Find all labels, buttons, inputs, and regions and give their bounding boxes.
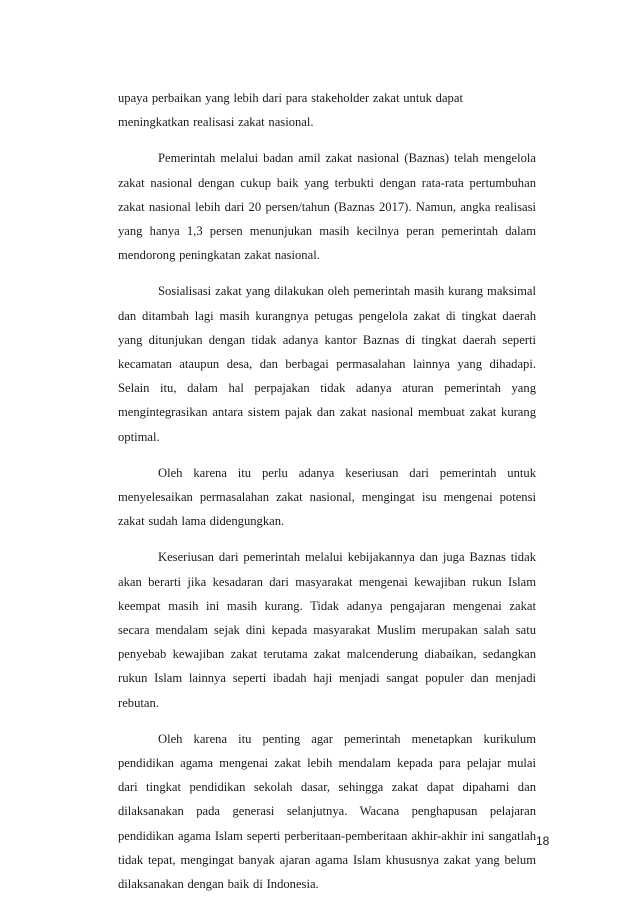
- body-text: [118, 86, 536, 908]
- paragraph-curriculum: Oleh karena itu penting agar pemerintah menetapkan kurikulum pendidikan agama mengenai zakat lebih mendalam kepada para pelajar mulai dari tingkat pendidikan sekolah dasar, sehingga zakat dapat dipahami dan dilaksanakan pada generasi selanjutnya. Wacana penghapusan pelajaran pendidikan agama Islam seperti perberitaan-pemberitaan akhir-akhir ini sangatlah tidak tepat, mengingat banyak ajaran agama Islam khususnya zakat yang belum dilaksanakan dengan baik di Indonesia.: [118, 731, 536, 892]
- paragraph-socialization: Sosialisasi zakat yang dilakukan oleh pemerintah masih kurang maksimal dan ditambah lagi masih kurangnya petugas pengelola zakat di tingkat daerah yang ditunjukan dengan tidak adanya kantor Baznas di tingkat daerah seperti kecamatan ataupun desa, dan berbagai permasalahan lainnya yang dihadapi. Selain itu, dalam hal perpajakan tidak adanya aturan pemerintah yang mengintegrasikan antara sistem pajak dan zakat nasional membuat zakat kurang optimal.: [118, 284, 536, 444]
- paragraph-government-seriousness: Oleh karena itu perlu adanya keseriusan dari pemerintah untuk menyelesaikan permasalahan zakat nasional, mengingat isu mengenai potensi zakat sudah lama didengungkan.: [118, 465, 536, 529]
- paragraph-baznas-management: Pemerintah melalui badan amil zakat nasional (Baznas) telah mengelola zakat nasional dengan cukup baik yang terbukti dengan rata-rata pertumbuhan zakat nasional lebih dari 20 persen/tahun (Baznas 2017). Namun, angka realisasi yang hanya 1,3 persen menunjukan masih kecilnya peran pemerintah dalam mendorong peningkatan zakat nasional.: [118, 151, 536, 263]
- paragraph-public-awareness: Keseriusan dari pemerintah melalui kebijakannya dan juga Baznas tidak akan berarti jika kesadaran dari masyarakat mengenai kewajiban rukun Islam keempat masih ini masih kurang. Tidak adanya pengajaran mengenai zakat secara mendalam sejak dini kepada masyarakat Muslim merupakan salah satu penyebab kewajiban zakat terutama zakat malcenderung diabaikan, sedangkan rukun Islam lainnya seperti ibadah haji menjadi sangat populer dan menjadi rebutan.: [118, 550, 536, 710]
- page-number: 18: [536, 834, 550, 848]
- paragraph-continuation: upaya perbaikan yang lebih dari para stakeholder zakat untuk dapat meningkatkan realisasi zakat nasional.: [118, 91, 463, 130]
